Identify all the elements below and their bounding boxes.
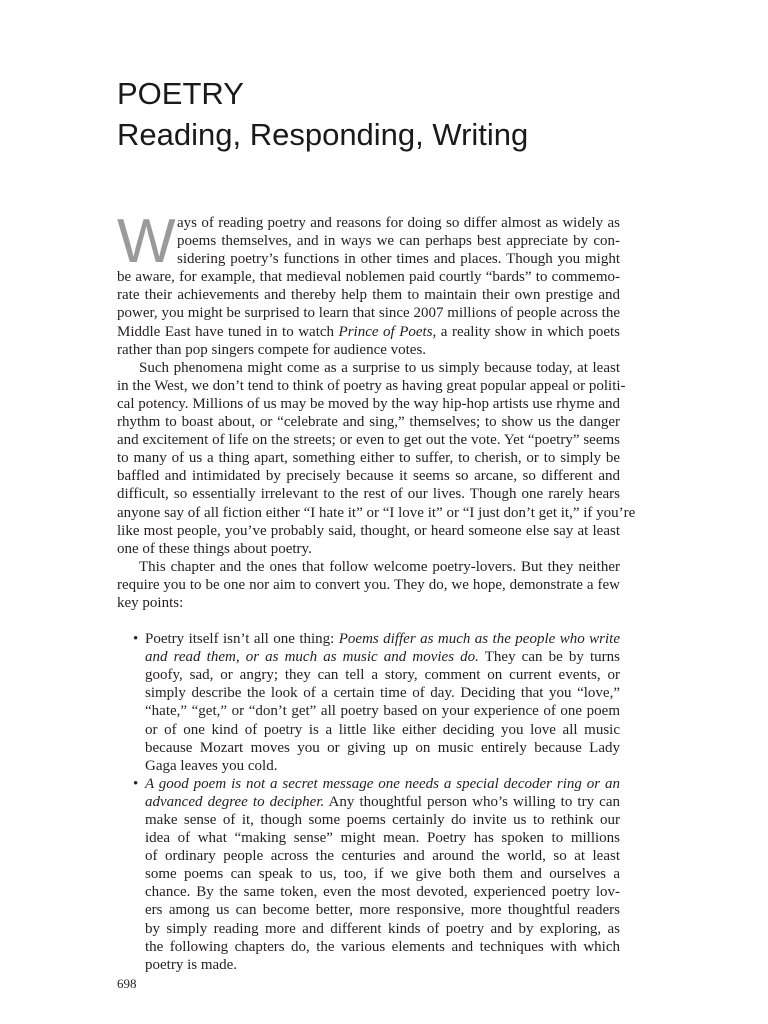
text-line: or of one kind of poetry is a little like either deciding you love all music	[145, 721, 620, 738]
text-line: require you to be one nor aim to convert you. They do, we hope, demonstrate a few	[117, 576, 620, 593]
text-line: like most people, you’ve probably said, thought, or heard someone else say at least	[117, 522, 620, 539]
bullet-item	[129, 775, 620, 974]
text-line: baffled and intimidated by precisely because it seems so arcane, so different and	[117, 468, 620, 485]
text-line: the following chapters do, the various elements and techniques with which	[145, 938, 620, 955]
text-line: rate their achievements and thereby help them to maintain their own prestige and	[117, 287, 620, 304]
drop-cap: W	[117, 207, 176, 276]
text-line: ays of reading poetry and reasons for doing so differ almost as widely as	[177, 215, 620, 231]
text-line: make sense of it, though some poems certainly do invite us to rethink our	[145, 812, 620, 828]
text-line: sidering poetry’s functions in other times and places. Though you might	[177, 251, 620, 268]
emphasis-text: A good poem is not a secret message one needs a special decoder ring or an	[145, 775, 620, 792]
text-line	[145, 648, 620, 666]
text-line: key points:	[117, 594, 184, 611]
paragraph-3	[117, 558, 620, 612]
text-line: chance. By the same token, even the most devoted, experienced poetry lov-	[145, 884, 620, 901]
text-line: anyone say of all fiction either “I hate it” or “I love it” or “I just don’t get it,” if you’re	[117, 504, 636, 521]
text-line: goofy, sad, or angry; they can tell a story, comment on current events, or	[145, 667, 620, 684]
bullet-marker: •	[133, 631, 139, 648]
emphasis-text: advanced degree to decipher.	[145, 793, 325, 810]
chapter-title	[117, 73, 528, 155]
text-line: ers among us can become better, more responsive, more thoughtful readers	[145, 902, 620, 919]
bullet-marker: •	[133, 775, 139, 792]
paragraph-1	[117, 207, 620, 359]
text-line	[145, 775, 620, 793]
text-run: Middle East have tuned in to watch	[117, 323, 339, 340]
text-line	[145, 793, 620, 811]
emphasis-text: Poems differ as much as the people who write	[338, 631, 620, 648]
text-line: by simply reading more and different kinds of poetry and by exploring, as	[145, 920, 620, 937]
text-line: because Mozart moves you or giving up on music entirely because Lady	[145, 739, 620, 756]
body-text	[117, 207, 636, 974]
text-line: idea of what “making sense” might mean. Poetry has spoken to millions	[145, 830, 620, 847]
text-run: Any thoughtful person who’s willing to try can	[324, 793, 620, 810]
text-line: one of these things about poetry.	[117, 540, 312, 557]
text-line: simply describe the look of a certain time of day. Deciding that you “love,”	[145, 685, 620, 702]
text-line: some poems can speak to us, too, if we give both them and ourselves a	[145, 866, 620, 883]
text-run: , a reality show in which poets	[432, 323, 620, 340]
text-line: be aware, for example, that medieval noblemen paid courtly “bards” to commemo-	[117, 269, 620, 286]
chapter-label: POETRY	[117, 76, 244, 111]
text-line: of ordinary people across the centuries and around the world, so at least	[145, 848, 620, 865]
text-line: rhythm to boast about, or “celebrate and sing,” themselves; to show us the danger	[117, 414, 620, 431]
text-line: poetry is made.	[145, 956, 238, 973]
text-line: Gaga leaves you cold.	[145, 757, 278, 774]
text-line: and excitement of life on the streets; or even to get out the vote. Yet “poetry” seems	[117, 432, 620, 449]
page-number: 698	[117, 976, 137, 991]
text-line	[145, 630, 620, 648]
text-run: They can be by turns	[478, 649, 621, 666]
text-line: power, you might be surprised to learn that since 2007 millions of people across the	[117, 305, 620, 322]
show-title: Prince of Poets	[338, 323, 433, 340]
chapter-subtitle: Reading, Responding, Writing	[117, 117, 529, 152]
text-line: poems themselves, and in ways we can perhaps best appreciate by con-	[177, 233, 620, 250]
paragraph-2	[117, 359, 636, 558]
bullet-item	[129, 630, 620, 775]
text-line: in the West, we don’t tend to think of poetry as having great popular appeal or politi-	[117, 377, 626, 394]
bullet-list	[117, 630, 620, 974]
text-line: rather than pop singers compete for audience votes.	[117, 341, 427, 358]
text-line: difficult, so essentially irrelevant to the rest of our lives. Though one rarely hears	[117, 486, 620, 503]
text-run: Poetry itself isn’t all one thing:	[145, 631, 339, 648]
text-line: “hate,” “get,” or “don’t get” all poetry based on your experience of one poem	[145, 703, 620, 720]
text-line: to many of us a thing apart, something either to suffer, to cherish, or to simply be	[117, 450, 620, 467]
text-line: This chapter and the ones that follow welcome poetry-lovers. But they neither	[139, 558, 620, 575]
text-line	[117, 323, 620, 341]
emphasis-text: and read them, or as much as music and movies do.	[145, 649, 479, 666]
text-line: cal potency. Millions of us may be moved by the way hip-hop artists use rhyme and	[117, 395, 620, 412]
text-line: Such phenomena might come as a surprise to us simply because today, at least	[139, 359, 620, 376]
